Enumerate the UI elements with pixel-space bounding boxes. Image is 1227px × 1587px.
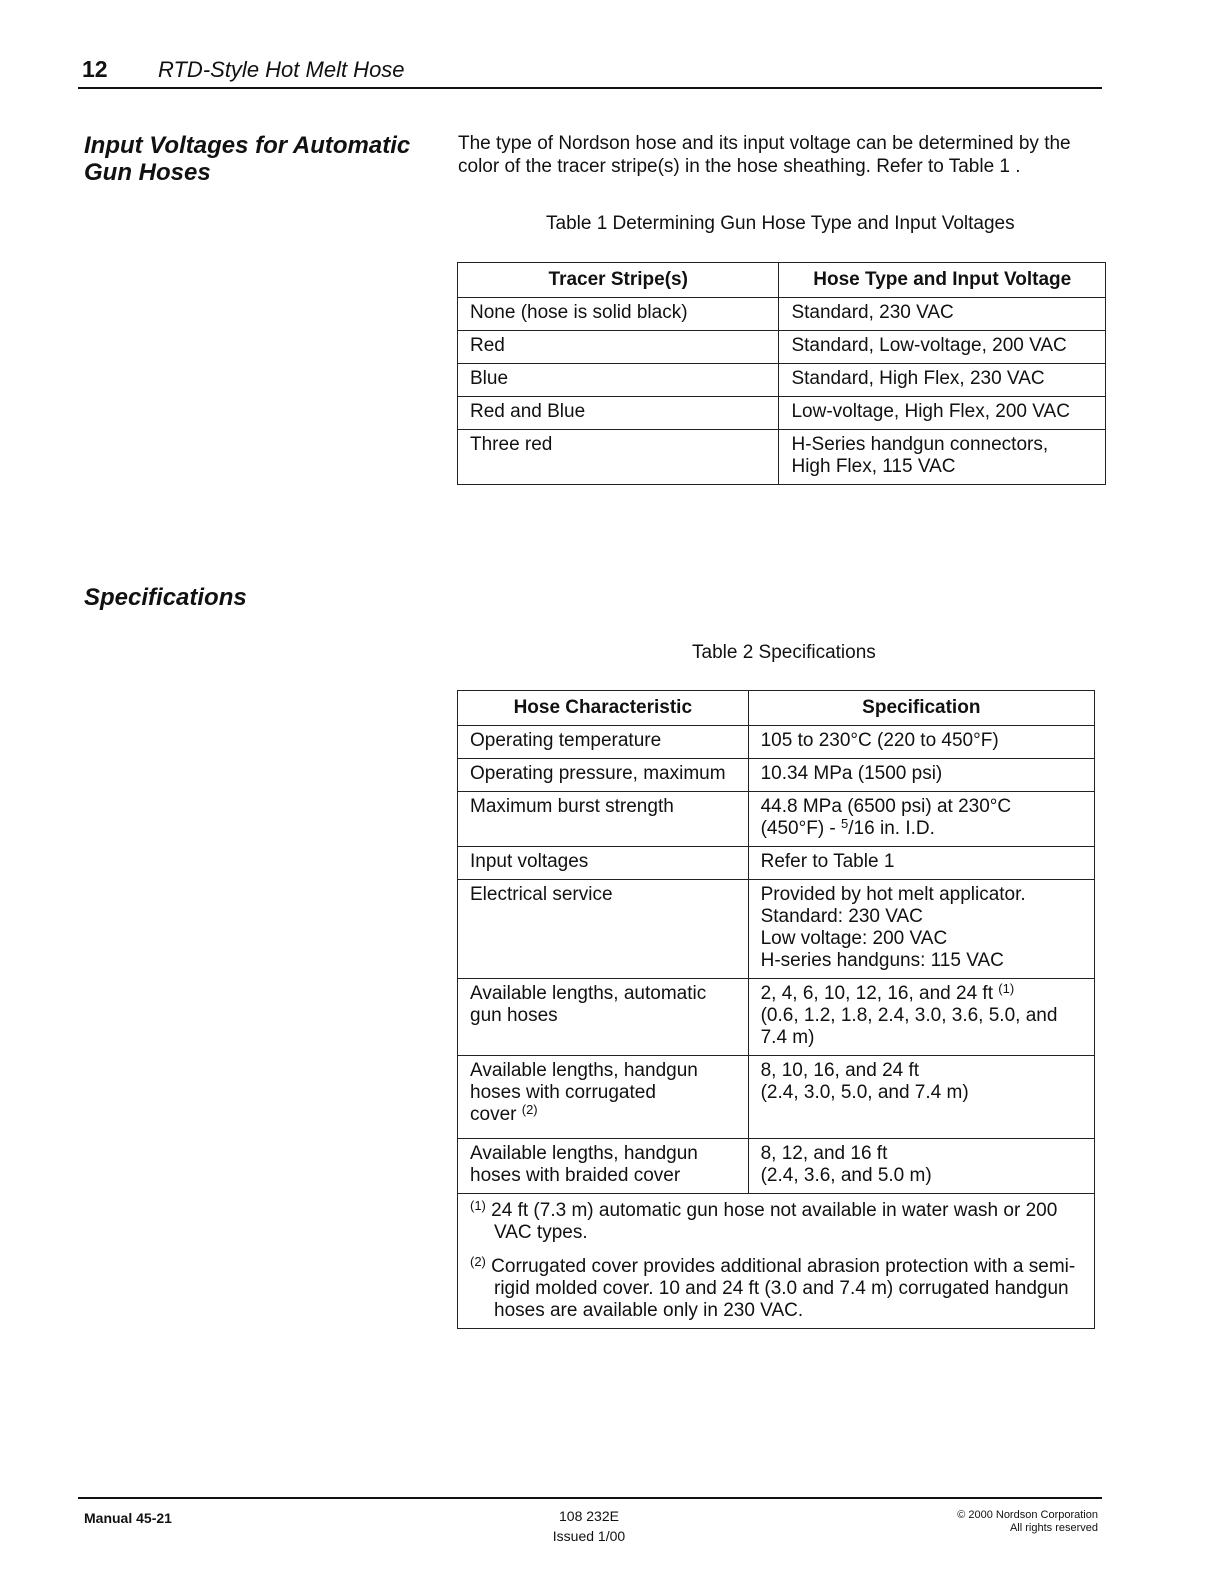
- table-cell: Red: [458, 331, 779, 364]
- table-cell: [458, 979, 749, 1056]
- footnote-ref: (2): [521, 1102, 538, 1117]
- table-header-cell: Specification: [748, 691, 1094, 726]
- table-cell: [458, 1056, 749, 1139]
- table1-hose-types: [457, 262, 1106, 485]
- table-cell: Maximum burst strength: [458, 792, 749, 847]
- cell-line: 8, 12, and 16 ft: [760, 1143, 888, 1164]
- cell-line: 7.4 m): [760, 1027, 815, 1048]
- table-row: [458, 397, 1106, 430]
- table-cell: 10.34 MPa (1500 psi): [748, 759, 1094, 792]
- cell-text: 2, 4, 6, 10, 12, 16, and 24 ft: [760, 983, 993, 1004]
- table-cell: Operating pressure, maximum: [458, 759, 749, 792]
- table-row: [458, 979, 1095, 1056]
- cell-line: High Flex, 115 VAC: [791, 456, 956, 477]
- header-rule: [78, 87, 1102, 89]
- fraction-denominator: /16: [848, 818, 875, 839]
- footer-line: Issued 1/00: [552, 1528, 626, 1544]
- table2-specifications: [457, 690, 1095, 1329]
- table-footnotes-row: [458, 1194, 1095, 1329]
- table-row: [458, 880, 1095, 979]
- footer-copyright: [898, 1509, 1098, 1535]
- table-cell: [779, 430, 1106, 485]
- table-header-row: [458, 263, 1106, 298]
- footer-line: © 2000 Nordson Corporation: [957, 1509, 1098, 1521]
- cell-line: (2.4, 3.0, 5.0, and 7.4 m): [760, 1082, 969, 1103]
- cell-line: (2.4, 3.6, and 5.0 m): [760, 1165, 932, 1186]
- footnote-mark: (1): [470, 1198, 486, 1213]
- table-cell: Blue: [458, 364, 779, 397]
- table-cell: Standard, Low-voltage, 200 VAC: [779, 331, 1106, 364]
- footnote-text: 24 ft (7.3 m) automatic gun hose not available in water wash or 200 VAC types.: [491, 1200, 1058, 1243]
- footer-line: All rights reserved: [1009, 1522, 1098, 1534]
- cell-line: H-Series handgun connectors,: [791, 434, 1049, 455]
- cell-text: in. I.D.: [874, 818, 935, 839]
- table-cell: Standard, High Flex, 230 VAC: [779, 364, 1106, 397]
- page-number: 12: [82, 56, 108, 82]
- table-row: [458, 331, 1106, 364]
- footer-line: 108 232E: [559, 1508, 619, 1524]
- table-cell: Low-voltage, High Flex, 200 VAC: [779, 397, 1106, 430]
- table-row: [458, 430, 1106, 485]
- table-cell: Operating temperature: [458, 726, 749, 759]
- table2-caption: Table 2 Specifications: [692, 642, 876, 663]
- cell-line: [761, 818, 1082, 840]
- table-cell: Red and Blue: [458, 397, 779, 430]
- table-cell: [748, 1056, 1094, 1139]
- cell-text: cover: [470, 1104, 517, 1125]
- table-row: [458, 847, 1095, 880]
- table-row: [458, 792, 1095, 847]
- table-cell: [748, 880, 1094, 979]
- table-cell: Refer to Table 1: [748, 847, 1094, 880]
- cell-line: H-series handguns: 115 VAC: [760, 950, 1004, 971]
- intro-paragraph: [458, 132, 1118, 178]
- cell-line: 8, 10, 16, and 24 ft: [760, 1060, 920, 1081]
- cell-line: (0.6, 1.2, 1.8, 2.4, 3.0, 3.6, 5.0, and: [760, 1005, 1058, 1026]
- table-footnotes: [458, 1194, 1095, 1329]
- table-cell: 105 to 230°C (220 to 450°F): [748, 726, 1094, 759]
- cell-line: hoses with corrugated: [470, 1082, 656, 1103]
- table-cell: None (hose is solid black): [458, 298, 779, 331]
- table-cell: Standard, 230 VAC: [779, 298, 1106, 331]
- table1-caption: Table 1 Determining Gun Hose Type and Input Voltages: [546, 213, 1015, 234]
- table-row: [458, 364, 1106, 397]
- cell-line: Available lengths, automatic: [470, 983, 707, 1004]
- cell-line: gun hoses: [470, 1005, 558, 1026]
- table-cell: [748, 792, 1094, 847]
- footnote-mark: (2): [470, 1254, 486, 1269]
- cell-line: Standard: 230 VAC: [760, 906, 923, 927]
- heading-line: Gun Hoses: [84, 159, 211, 186]
- running-header-title: RTD-Style Hot Melt Hose: [158, 57, 405, 82]
- footer-part-number: [489, 1506, 689, 1546]
- footer-manual-number: Manual 45-21: [84, 1510, 172, 1526]
- table-cell: [748, 1139, 1094, 1194]
- cell-line: Low voltage: 200 VAC: [760, 928, 948, 949]
- cell-line: Available lengths, handgun: [470, 1143, 698, 1164]
- table-cell: Input voltages: [458, 847, 749, 880]
- footnote-ref: (1): [998, 981, 1015, 996]
- paragraph-line: color of the tracer stripe(s) in the hose sheathing. Refer to Table 1 .: [458, 156, 1021, 177]
- fraction-numerator: 5: [841, 816, 849, 831]
- footnote: [470, 1254, 1082, 1322]
- footnote: [470, 1198, 1082, 1244]
- cell-line: Available lengths, handgun: [470, 1060, 698, 1081]
- section-heading-input-voltages: [84, 132, 410, 186]
- section-heading-specifications: Specifications: [84, 584, 247, 611]
- table-header-cell: Hose Characteristic: [458, 691, 749, 726]
- cell-line: 44.8 MPa (6500 psi) at 230°C: [760, 796, 1012, 817]
- cell-line: [470, 1104, 736, 1126]
- paragraph-line: The type of Nordson hose and its input voltage can be determined by the: [458, 133, 1071, 154]
- cell-text: (450°F) -: [760, 818, 842, 839]
- heading-line: Input Voltages for Automatic: [84, 132, 411, 159]
- cell-line: Provided by hot melt applicator.: [760, 884, 1026, 905]
- table-row: [458, 1139, 1095, 1194]
- table-row: [458, 759, 1095, 792]
- table-cell: [458, 1139, 749, 1194]
- table-header-cell: Tracer Stripe(s): [458, 263, 779, 298]
- table-cell: [748, 979, 1094, 1056]
- table-header-cell: Hose Type and Input Voltage: [779, 263, 1106, 298]
- cell-line: hoses with braided cover: [470, 1165, 681, 1186]
- table-header-row: [458, 691, 1095, 726]
- footer-rule: [78, 1497, 1102, 1499]
- table-cell: Electrical service: [458, 880, 749, 979]
- table-cell: Three red: [458, 430, 779, 485]
- cell-line: [761, 983, 1082, 1005]
- table-row: [458, 298, 1106, 331]
- table-row: [458, 1056, 1095, 1139]
- table-row: [458, 726, 1095, 759]
- footnote-text: Corrugated cover provides additional abrasion protection with a semi-rigid molded cover. 10 and 24 ft (3.0 and 7.4 m) corrugated handgun hoses are available only in 230 VAC.: [491, 1256, 1076, 1321]
